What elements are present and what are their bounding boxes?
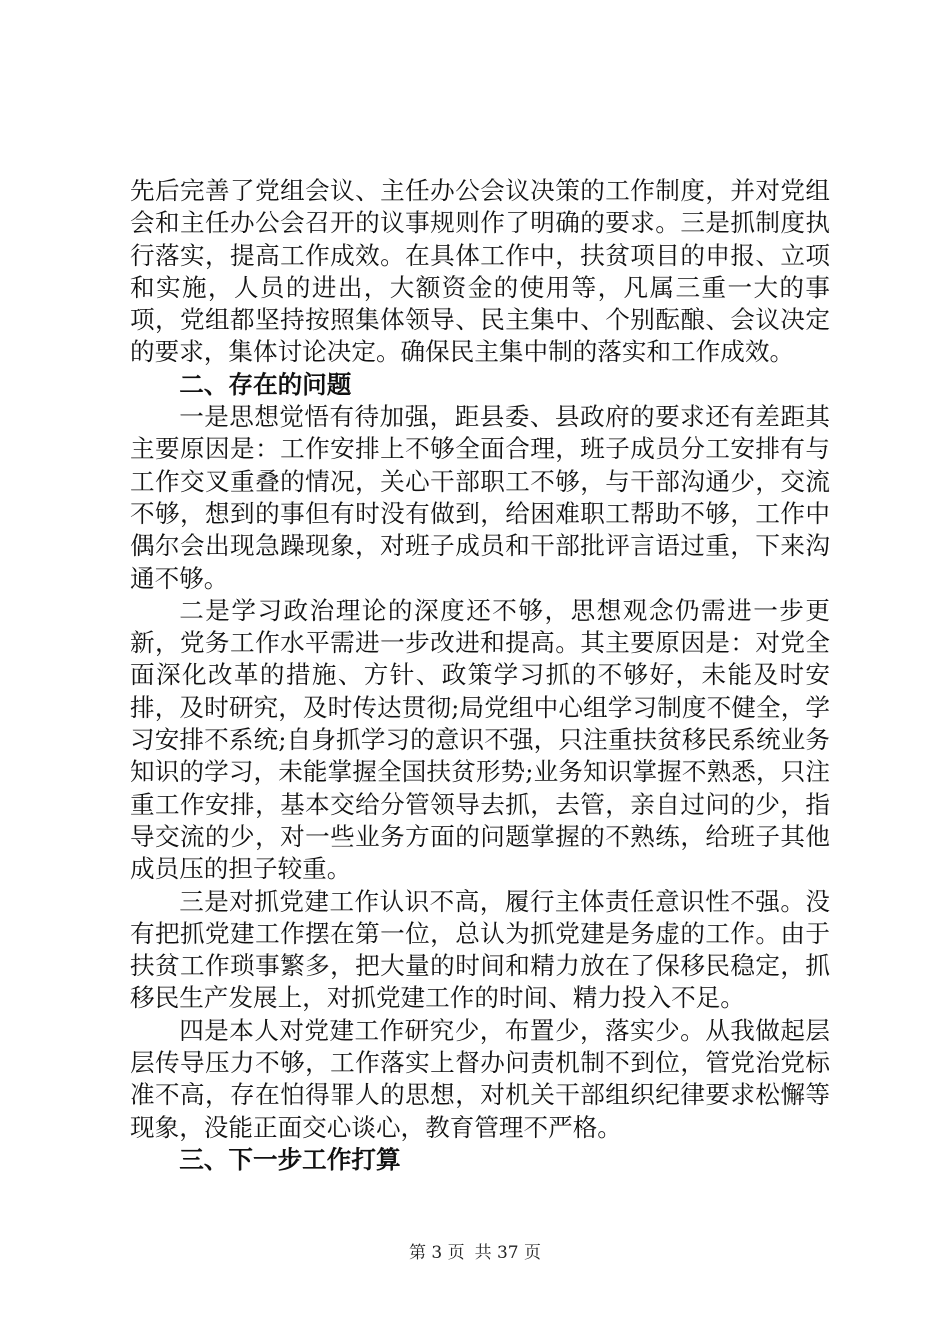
page-number: 第 3 页 xyxy=(408,1243,465,1263)
section-heading-problems: 二、存在的问题 xyxy=(179,369,352,399)
paragraph-problem-1: 一是思想觉悟有待加强，距县委、县政府的要求还有差距其主要原因是：工作安排上不够全面合理，班子成员分工安排有与工作交叉重叠的情况，关心干部职工不够，与干部沟通少，交流不够，想到的事但有时没有做到，给困难职工帮助不够，工作中偶尔会出现急躁现象，对班子成员和干部批评言语过重，下来沟通不够。 xyxy=(130,402,830,593)
paragraph-party-rules: 先后完善了党组会议、主任办公会议决策的工作制度，并对党组会和主任办公会召开的议事规则作了明确的要求。三是抓制度执行落实，提高工作成效。在具体工作中，扶贫项目的申报、立项和实施，人员的进出，大额资金的使用等，凡属三重一大的事项，党组都坚持按照集体领导、民主集中、个别酝酿、会议决定的要求，集体讨论决定。确保民主集中制的落实和工作成效。 xyxy=(130,176,830,367)
paragraph-problem-2: 二是学习政治理论的深度还不够，思想观念仍需进一步更新，党务工作水平需进一步改进和提高。其主要原因是：对党全面深化改革的措施、方针、政策学习抓的不够好，未能及时安排，及时研究，及时传达贯彻;局党组中心组学习制度不健全，学习安排不系统;自身抓学习的意识不强，只注重扶贫移民系统业务知识的学习，未能掌握全国扶贫形势;业务知识掌握不熟悉，只注重工作安排，基本交给分管领导去抓，去管，亲自过问的少，指导交流的少，对一些业务方面的问题掌握的不熟练，给班子其他成员压的担子较重。 xyxy=(130,595,830,884)
page-total: 共 37 页 xyxy=(474,1243,542,1263)
paragraph-problem-4: 四是本人对党建工作研究少，布置少，落实少。从我做起层层传导压力不够，工作落实上督办问责机制不到位，管党治党标准不高，存在怕得罪人的思想，对机关干部组织纪律要求松懈等现象，没能正面交心谈心，教育管理不严格。 xyxy=(130,1015,830,1142)
section-heading-next-steps: 三、下一步工作打算 xyxy=(179,1144,401,1174)
document-body xyxy=(130,175,830,1176)
page-footer xyxy=(0,1238,950,1263)
paragraph-problem-3: 三是对抓党建工作认识不高，履行主体责任意识性不强。没有把抓党建工作摆在第一位，总认为抓党建是务虚的工作。由于扶贫工作琐事繁多，把大量的时间和精力放在了保移民稳定，抓移民生产发展上，对抓党建工作的时间、精力投入不足。 xyxy=(130,886,830,1013)
